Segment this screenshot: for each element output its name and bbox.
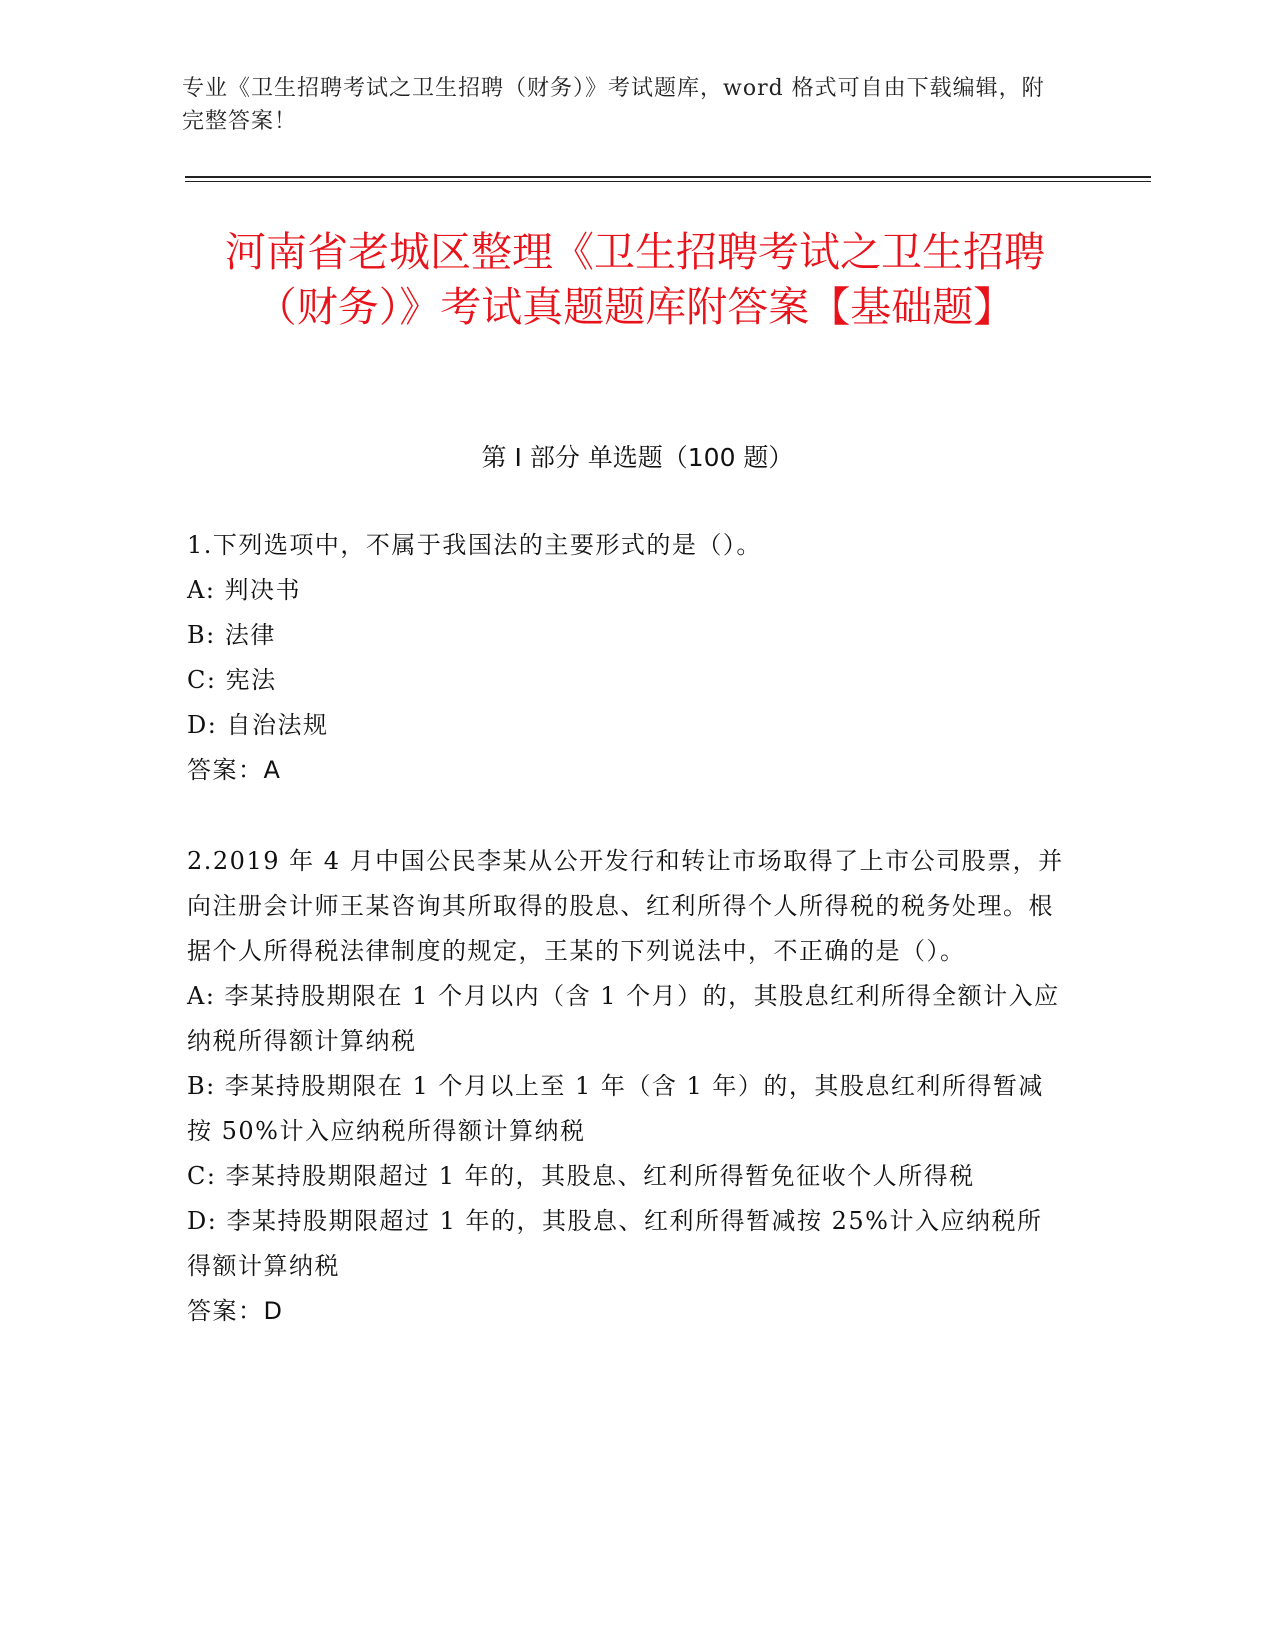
header-divider-thin <box>185 181 1151 182</box>
option-a: A: 判决书 <box>187 576 302 604</box>
option-d: D: 自治法规 <box>187 711 329 739</box>
option-a: A: 李某持股期限在 1 个月以内（含 1 个月）的，其股息红利所得全额计入应纳税所得额计算纳税 <box>187 982 1060 1055</box>
header-note: 专业《卫生招聘考试之卫生招聘（财务）》考试题库，word 格式可自由下载编辑，附完整答案！ <box>182 76 1045 134</box>
question-spacer <box>187 793 1067 839</box>
header-divider-thick <box>185 176 1151 178</box>
option-b: B: 法律 <box>187 621 276 649</box>
question-stem: 1.下列选项中，不属于我国法的主要形式的是（）。 <box>187 531 762 559</box>
question-1 <box>187 523 1067 793</box>
question-list <box>187 523 1067 1334</box>
question-stem: 2.2019 年 4 月中国公民李某从公开发行和转让市场取得了上市公司股票，并向注册会计师王某咨询其所取得的股息、红利所得个人所得税的税务处理。根据个人所得税法律制度的规定，王某的下列说法中，不正确的是（）。 <box>187 847 1064 965</box>
answer: 答案：D <box>187 1297 284 1325</box>
section-title: 第 I 部分 单选题（100 题） <box>481 443 794 472</box>
option-d: D: 李某持股期限超过 1 年的，其股息、红利所得暂减按 25%计入应纳税所得额计算纳税 <box>187 1207 1043 1280</box>
option-b: B: 李某持股期限在 1 个月以上至 1 年（含 1 年）的，其股息红利所得暂减按 50%计入应纳税所得额计算纳税 <box>187 1072 1044 1145</box>
question-2 <box>187 839 1067 1334</box>
option-c: C: 李某持股期限超过 1 年的，其股息、红利所得暂免征收个人所得税 <box>187 1162 975 1190</box>
document-title: 河南省老城区整理《卫生招聘考试之卫生招聘（财务）》考试真题题库附答案【基础题】 <box>225 228 1045 331</box>
answer: 答案：A <box>187 756 282 784</box>
option-c: C: 宪法 <box>187 666 277 694</box>
